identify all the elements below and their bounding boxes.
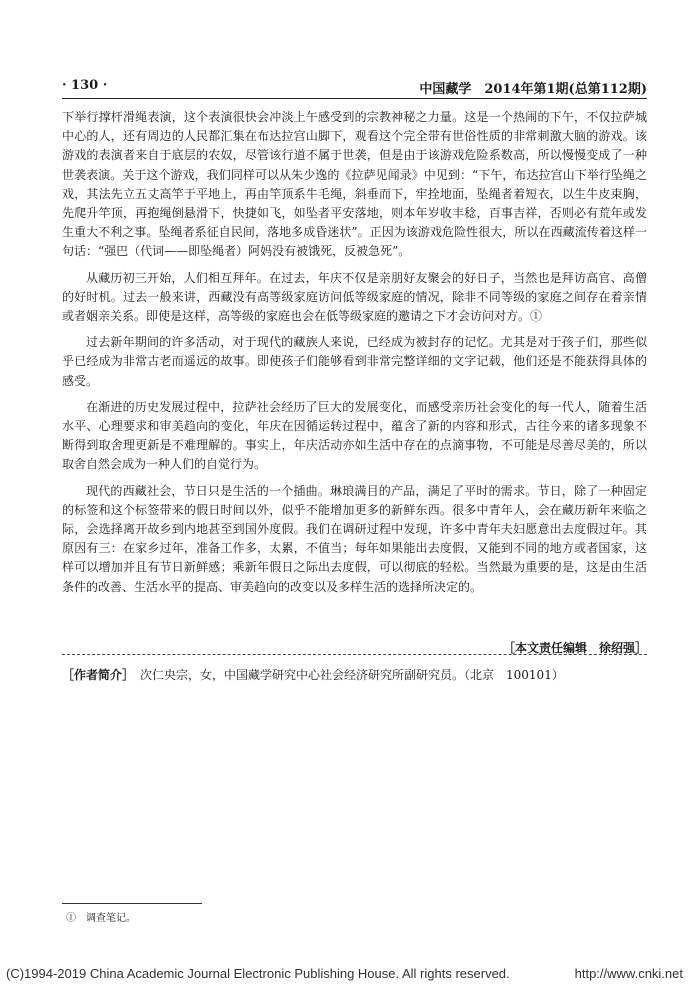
responsible-editor: ［本文责任编辑 徐绍强］ [502, 641, 647, 655]
copyright-notice: (C)1994-2019 China Academic Journal Electronic Publishing House. All rights reserved. [6, 966, 510, 981]
body-paragraph: 现代的西藏社会，节日只是生活的一个插曲。琳琅满目的产品，满足了平时的需求。节日，除了一种固定的标签和这个标签带来的假日时间以外，似乎不能增加更多的新鲜东西。很多中青年人，会在藏历新年来临之际，会选择离开故乡到内地甚至到国外度假。我们在调研过程中发现，许多中青年夫妇愿意出去度假过年。其原因有三：在家乡过年，准备工作多，太累，不值当；每年如果能出去度假，又能到不同的地方或者国家，这样可以增加并且有节日新鲜感；乘新年假日之际出去度假，可以彻底的轻松。当然最为重要的是，这是由生活条件的改善、生活水平的提高、审美趋向的改变以及多样生活的选择所决定的。 [62, 483, 647, 594]
footnote: ① 调查笔记。 [66, 913, 136, 924]
footnote-rule [62, 903, 202, 904]
page-number: · 130 · [62, 78, 108, 93]
author-bio-label: ［作者简介］ [62, 668, 135, 682]
author-bio [62, 666, 647, 684]
running-header [62, 76, 647, 96]
section-divider [62, 654, 647, 655]
body-paragraph: 在渐进的历史发展过程中，拉萨社会经历了巨大的发展变化，而感受亲历社会变化的每一代人，随着生活水平、心理要求和审美趋向的变化，年庆在因循运转过程中，蕴含了新的内容和形式，古往今来的诸多现象不断得到取舍理更新是不难理解的。事实上，年庆活动亦如生活中存在的点滴事物，不可能是尽善尽美的，所以取舍自然会成为一种人们的自觉行为。 [62, 399, 647, 472]
header-rule [62, 98, 647, 99]
author-bio-text: 次仁央宗，女，中国藏学研究中心社会经济研究所副研究员。（北京 100101） [140, 668, 564, 682]
article-body [62, 108, 647, 604]
body-paragraph: 从藏历初三开始，人们相互拜年。在过去，年庆不仅是亲朋好友聚会的好日子，当然也是拜访高官、高僧的好时机。过去一般来讲，西藏没有高等级家庭访问低等级家庭的情况，除非不同等级的家庭之间存在着亲情或者姻亲关系。即使是这样，高等级的家庭也会在低等级家庭的邀请之下才会访问对方。① [62, 270, 647, 324]
journal-issue: 中国藏学 2014年第1期(总第112期) [419, 82, 647, 97]
body-paragraph: 下举行撑杆滑绳表演，这个表演很快会冲淡上午感受到的宗教神秘之力量。这是一个热闹的下午，不仅拉萨城中心的人，还有周边的人民都汇集在布达拉宫山脚下，观看这个完全带有世俗性质的非常刺激大脑的游戏。该游戏的表演者来自于底层的农奴，尽管该行道不属于世袭，但是由于该游戏危险系数高，所以慢慢变成了一种世袭表演。关于这个游戏，我们同样可以从朱少逸的《拉萨见闻录》中见到：“下午，布达拉宫山下举行坠绳之戏，其法先立五丈高竿于平地上，再由竿顶系牛毛绳，斜垂而下，牢拴地面，坠绳者着短衣，以生牛皮束胸，先爬升竿顶，再抱绳倒悬滑下，快捷如飞，如坠者平安落地，则本年岁收丰稔，百事吉祥，否则必有荒年或发生重大不利之事。坠绳者系征自民间，落地多成昏迷状”。正因为该游戏危险性很大，所以在西藏流传着这样一句话：“强巴（代词——即坠绳者）阿妈没有被饿死，反被急死”。 [62, 110, 647, 259]
copyright-footer [6, 966, 693, 981]
body-paragraph: 过去新年期间的许多活动，对于现代的藏族人来说，已经成为被封存的记忆。尤其是对于孩子们，那些似乎已经成为非常古老而遥远的故事。即使孩子们能够看到非常完整详细的文字记载，他们还是不能获得具体的感受。 [62, 335, 647, 388]
cnki-link[interactable]: http://www.cnki.net [574, 966, 683, 981]
